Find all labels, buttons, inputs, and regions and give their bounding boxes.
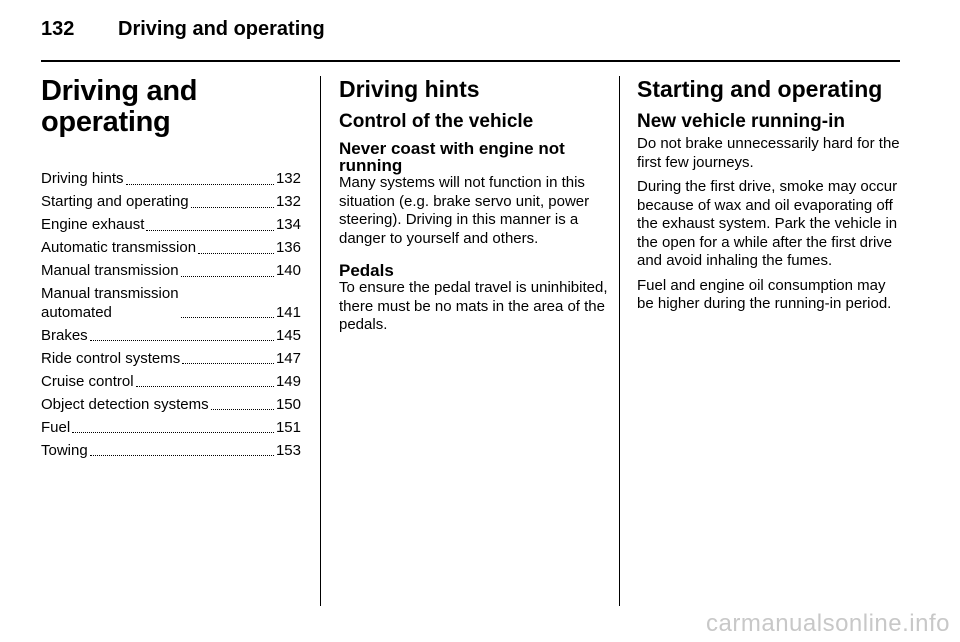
toc-dot-leader xyxy=(211,409,274,410)
running-in-paragraph: Do not brake unnecessarily hard for the first few journeys. xyxy=(637,135,900,171)
running-in-paragraph: During the first drive, smoke may occur because of wax and oil evaporating off the exhaust system. Park the vehicle in the open for a while after the first drive and avoid inhaling the fumes. xyxy=(637,178,898,269)
toc-entry[interactable] xyxy=(41,396,301,415)
toc-dot-leader xyxy=(198,253,274,254)
toc-entry-label: Fuel xyxy=(41,418,71,436)
header-rule xyxy=(41,60,900,62)
driving-hints-title: Driving hints xyxy=(339,76,480,102)
coast-text: Many systems will not function in this situation (e.g. brake servo unit, power steering). Driving in this manner is a danger to yourself and others. xyxy=(339,174,590,247)
toc-dot-leader xyxy=(146,230,274,231)
toc-dot-leader xyxy=(90,340,274,341)
coast-section xyxy=(339,140,609,248)
chapter-title: Driving and operating xyxy=(41,75,198,138)
toc-dot-leader xyxy=(126,184,274,185)
toc-entry-label: Driving hints xyxy=(41,170,124,187)
toc-entry[interactable] xyxy=(41,262,301,281)
toc-entry-page: 140 xyxy=(275,262,301,279)
toc-entry-label: Manual transmission automated xyxy=(41,285,179,321)
toc-entry[interactable] xyxy=(41,419,301,438)
toc-entry-page: 132 xyxy=(275,193,301,210)
column-divider-2 xyxy=(619,76,620,606)
chapter-contents-column xyxy=(41,76,301,465)
toc-entry-page: 132 xyxy=(275,170,301,187)
toc-entry[interactable] xyxy=(41,170,301,189)
toc-entry-page: 150 xyxy=(275,395,301,413)
toc-dot-leader xyxy=(136,386,274,387)
toc-dot-leader xyxy=(90,455,274,456)
pedals-section xyxy=(339,262,609,335)
toc-dot-leader xyxy=(181,276,274,277)
toc-dot-leader xyxy=(191,207,274,208)
starting-operating-column xyxy=(637,76,905,320)
toc-entry-label: Ride control systems xyxy=(41,349,181,367)
pedals-heading: Pedals xyxy=(339,261,394,280)
page-number: 132 xyxy=(41,18,75,40)
table-of-contents xyxy=(41,170,301,460)
toc-entry-page: 141 xyxy=(275,303,301,321)
toc-entry-label: Object detection systems xyxy=(41,395,209,413)
column-divider-1 xyxy=(320,76,321,606)
toc-entry[interactable] xyxy=(41,442,301,461)
starting-operating-title: Starting and operating xyxy=(637,76,883,102)
toc-dot-leader xyxy=(181,317,274,318)
running-section-title: Driving and operating xyxy=(118,18,325,40)
toc-entry-page: 134 xyxy=(275,216,301,233)
toc-entry-label: Manual transmission xyxy=(41,262,179,279)
toc-entry[interactable] xyxy=(41,193,301,212)
driving-hints-column xyxy=(339,76,609,349)
toc-entry-label: Towing xyxy=(41,441,88,459)
toc-entry[interactable] xyxy=(41,327,301,346)
toc-dot-leader xyxy=(72,432,274,433)
toc-entry-page: 153 xyxy=(275,441,301,459)
coast-heading: Never coast with engine not running xyxy=(339,139,565,175)
toc-entry-label: Starting and operating xyxy=(41,193,189,210)
toc-entry[interactable] xyxy=(41,216,301,235)
toc-entry[interactable] xyxy=(41,285,301,322)
toc-entry[interactable] xyxy=(41,239,301,258)
toc-dot-leader xyxy=(182,363,274,364)
toc-entry-page: 149 xyxy=(275,372,301,390)
toc-entry[interactable] xyxy=(41,373,301,392)
toc-entry[interactable] xyxy=(41,350,301,369)
control-of-vehicle-subtitle: Control of the vehicle xyxy=(339,111,534,132)
toc-entry-label: Cruise control xyxy=(41,372,134,390)
toc-entry-label: Automatic transmission xyxy=(41,239,197,256)
running-in-subtitle: New vehicle running-in xyxy=(637,111,845,132)
toc-entry-page: 151 xyxy=(275,418,301,436)
toc-entry-page: 147 xyxy=(275,349,301,367)
pedals-text: To ensure the pedal travel is uninhibited, there must be no mats in the area of the pedals. xyxy=(339,279,608,333)
watermark: carmanualsonline.info xyxy=(706,610,950,637)
running-in-paragraph: Fuel and engine oil consumption may be higher during the running-in period. xyxy=(637,276,892,312)
toc-entry-page: 145 xyxy=(275,326,301,344)
toc-entry-page: 136 xyxy=(275,239,301,256)
toc-entry-label: Brakes xyxy=(41,326,88,344)
toc-entry-label: Engine exhaust xyxy=(41,216,145,233)
